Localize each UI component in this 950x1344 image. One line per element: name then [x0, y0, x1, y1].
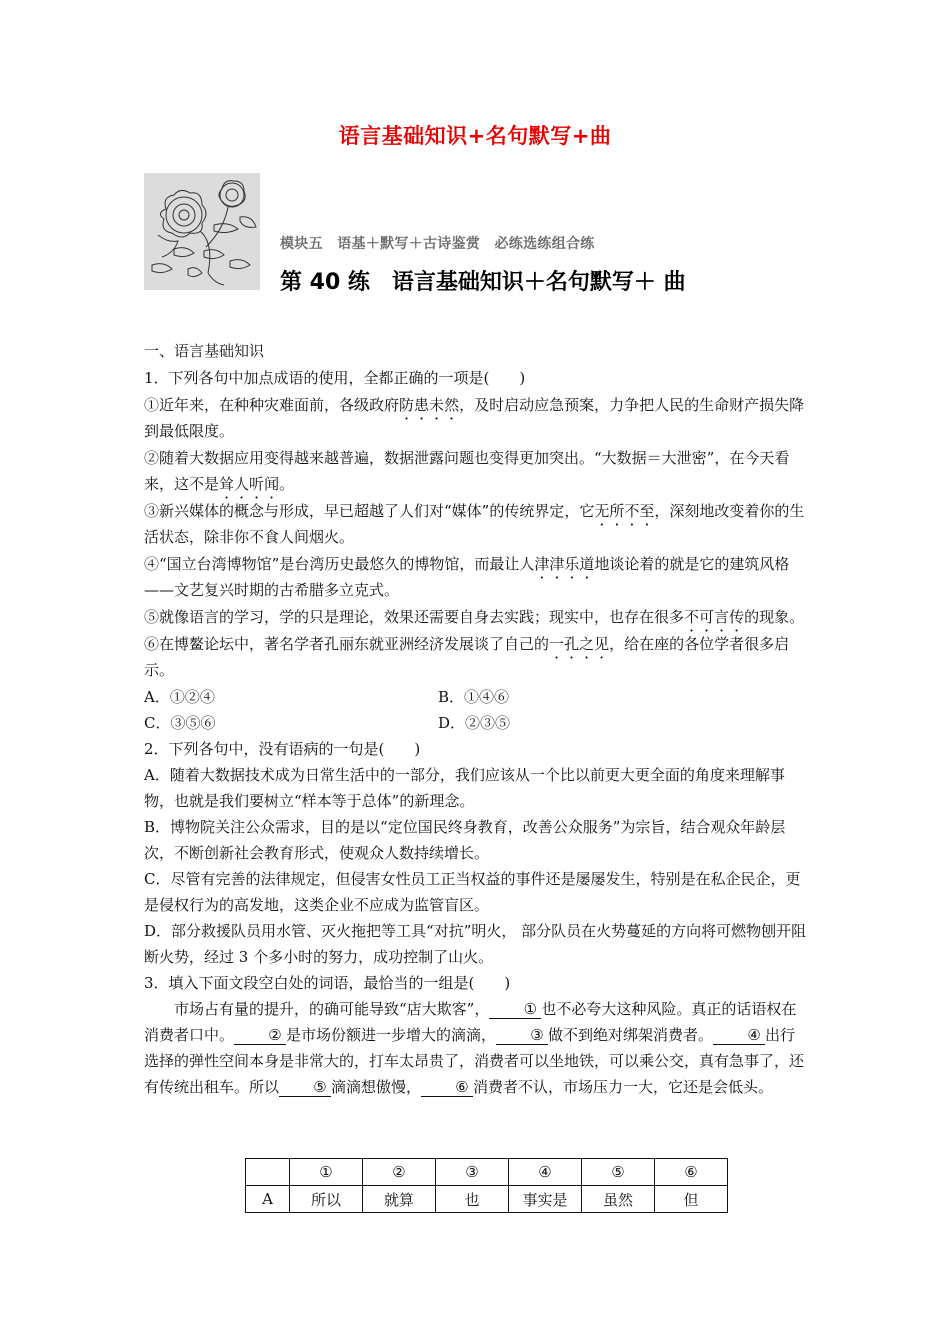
dotted-char: 津 [549, 555, 565, 573]
table-cell: ⑤ [582, 1159, 655, 1186]
answer-table [245, 1158, 728, 1213]
dotted-char: 无 [594, 502, 610, 520]
dotted-char: 听 [249, 475, 265, 493]
question-1-stem: 1．下列各句中加点成语的使用，全都正确的一项是( ) [144, 369, 526, 387]
question-2-stem: 2．下列各句中，没有语病的一句是( ) [144, 740, 421, 758]
table-cell: 但 [655, 1186, 728, 1213]
dotted-char: 防 [399, 396, 415, 414]
dotted-char: 一 [549, 635, 565, 653]
dotted-char: 闻 [264, 475, 280, 493]
question-3-stem: 3．填入下面文段空白处的词语，最恰当的一组是( ) [144, 974, 511, 992]
q2-option-b: B．博物院关注公众需求，目的是以“定位国民终身教育，改善公众服务”为宗旨，结合观众年龄层次，不断创新社会教育形式，使观众人数持续增长。 [144, 818, 786, 862]
q1-sentence-6: ⑥在博鳌论坛中，著名学者孔丽东就亚洲经济发展谈了自己的一孔之见，给在座的各位学者很多启示。 [144, 635, 790, 679]
table-row [246, 1186, 728, 1213]
table-cell: ⑥ [655, 1159, 728, 1186]
dotted-char: 孔 [564, 635, 580, 653]
dotted-char: 人 [234, 475, 250, 493]
blank-2: ② [234, 1026, 286, 1045]
option-b: B．①④⑥ [438, 688, 510, 706]
dotted-idiom [399, 396, 459, 414]
table-cell: 虽然 [582, 1186, 655, 1213]
dotted-char: 之 [579, 635, 595, 653]
option-a: A．①②④ [144, 688, 215, 706]
dotted-char: 耸 [219, 475, 235, 493]
q1-options-row-1 [144, 684, 808, 710]
option-c: C．③⑤⑥ [144, 714, 216, 732]
dotted-char: 患 [414, 396, 430, 414]
dotted-char: 未 [429, 396, 445, 414]
dotted-idiom [534, 555, 594, 573]
table-cell: 事实是 [509, 1186, 582, 1213]
q2-option-a: A．随着大数据技术成为日常生活中的一部分，我们应该从一个比以前更大更全面的角度来理解事物，也就是我们要树立“样本等于总体”的新理念。 [144, 766, 785, 810]
q2-option-c: C．尽管有完善的法律规定，但侵害女性员工正当权益的事件还是屡屡发生，特别是在私企民企，更是侵权行为的高发地，这类企业不应成为监管盲区。 [144, 870, 801, 914]
table-cell [246, 1159, 290, 1186]
q1-sentence-2: ②随着大数据应用变得越来越普遍，数据泄露问题也变得更加突出。“大数据＝大泄密”，在今天看来，这不是耸人听闻。 [144, 449, 790, 493]
dotted-idiom [594, 502, 654, 520]
blank-6: ⑥ [421, 1078, 473, 1097]
blank-4: ④ [713, 1026, 765, 1045]
dotted-char: 不 [624, 502, 640, 520]
section-heading: 一、语言基础知识 [144, 342, 265, 360]
dotted-char: 传 [729, 608, 745, 626]
table-cell: ③ [436, 1159, 509, 1186]
table-cell: ④ [509, 1159, 582, 1186]
dotted-char: 然 [444, 396, 460, 414]
blank-5: ⑤ [279, 1078, 331, 1097]
peony-illustration [144, 173, 260, 290]
dotted-idiom [219, 475, 279, 493]
dotted-idiom [684, 608, 744, 626]
page-title: 语言基础知识+名句默写+曲 [338, 124, 612, 148]
dotted-char: 道 [579, 555, 595, 573]
table-cell: 也 [436, 1186, 509, 1213]
dotted-char: 至 [639, 502, 655, 520]
exercise-content [144, 338, 808, 1100]
table-cell: ② [363, 1159, 436, 1186]
dotted-char: 津 [534, 555, 550, 573]
dotted-char: 不 [684, 608, 700, 626]
dotted-char: 乐 [564, 555, 580, 573]
table-cell: ① [290, 1159, 363, 1186]
dotted-idiom [549, 635, 609, 653]
dotted-char: 可 [699, 608, 715, 626]
dotted-char: 见 [594, 635, 610, 653]
q3-passage: 市场占有量的提升，的确可能导致“店大欺客”， ① 也不必夸大这种风险。真正的话语权在消费者口中。 ② 是市场份额进一步增大的滴滴， ③ 做不到绝对绑架消费者。 ④ 出行选择的弹性空间本身是非常大的，打车太昂贵了，消费者可以坐地铁，可以乘公交，真有急事了，还有传统出租车。所以 ⑤ 滴滴想傲慢， ⑥ 消费者不认，市场压力一大，它还是会低头。 [144, 1000, 805, 1096]
table-cell: 所以 [290, 1186, 363, 1213]
q1-sentence-3: ③新兴媒体的概念与形成，早已超越了人们对“媒体”的传统界定，它无所不至，深刻地改变着你的生活状态，除非你不食人间烟火。 [144, 502, 805, 546]
blank-3: ③ [496, 1026, 548, 1045]
blank-1: ① [489, 1000, 541, 1019]
option-d: D．②③⑤ [438, 714, 511, 732]
q1-options-row-2 [144, 710, 808, 736]
dotted-char: 言 [714, 608, 730, 626]
q1-sentence-5: ⑤就像语言的学习，学的只是理论，效果还需要自身去实践；现实中，也存在很多不可言传的现象。 [144, 608, 805, 626]
module-subtitle: 模块五 语基＋默写＋古诗鉴赏 必练选练组合练 [280, 236, 595, 252]
dotted-char: 所 [609, 502, 625, 520]
table-cell: A [246, 1186, 290, 1213]
q1-sentence-1: ①近年来，在种种灾难面前，各级政府防患未然，及时启动应急预案，力争把人民的生命财产损失降到最低限度。 [144, 396, 805, 440]
lesson-heading: 第 40 练 语言基础知识＋名句默写＋ 曲 [280, 270, 686, 295]
q1-sentence-4: ④“国立台湾博物馆”是台湾历史最悠久的博物馆，而最让人津津乐道地谈论着的就是它的建筑风格——文艺复兴时期的古希腊多立克式。 [144, 555, 790, 599]
q2-option-d: D．部分救援队员用水管、灭火拖把等工具“对抗”明火， 部分队员在火势蔓延的方向将可燃物刨开阻断火势，经过 3 个多小时的努力，成功控制了山火。 [144, 922, 807, 966]
table-header-row [246, 1159, 728, 1186]
table-cell: 就算 [363, 1186, 436, 1213]
